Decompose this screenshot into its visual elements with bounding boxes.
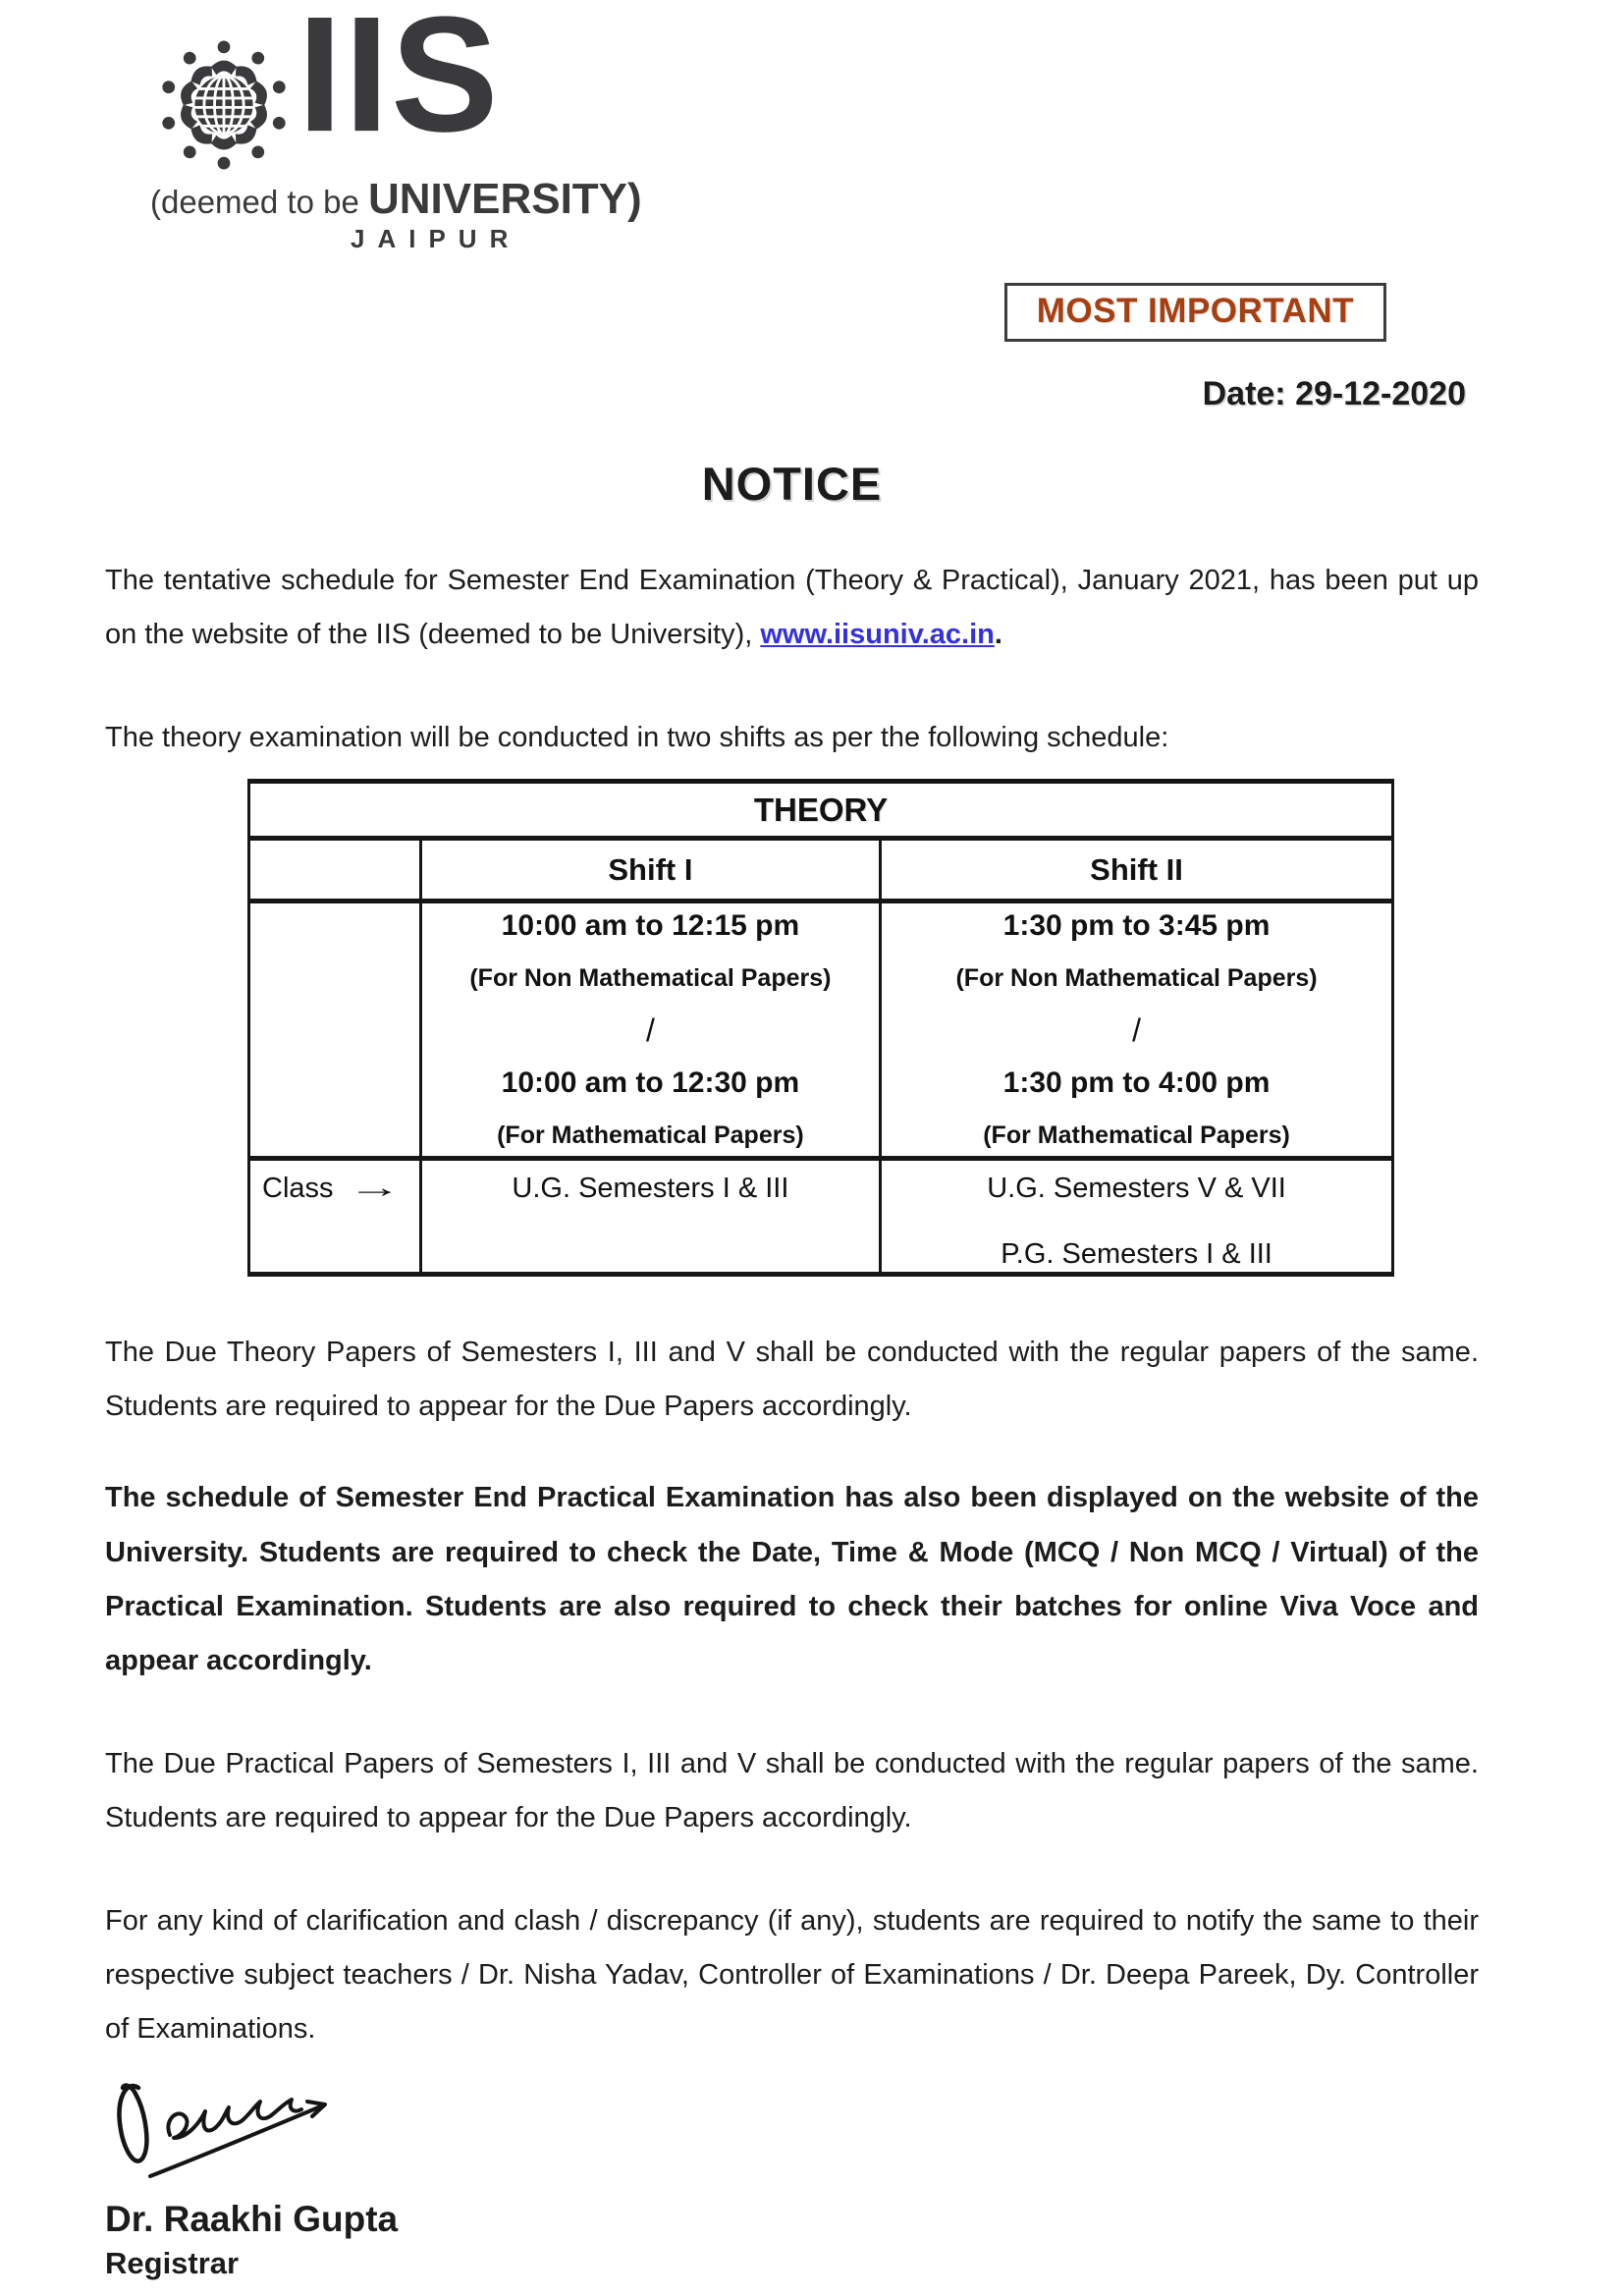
signature-scribble-image [105,2072,370,2188]
empty-header-cell [249,839,421,902]
shift1-non-math-note: (For Non Mathematical Papers) [469,964,832,993]
logo-deemed-prefix: (deemed to be [150,184,368,220]
shift2-slash: / [1132,1012,1141,1049]
shift2-math-note: (For Mathematical Papers) [983,1121,1290,1150]
globe-emblem-icon [154,35,294,175]
due-theory-paragraph: The Due Theory Papers of Semesters I, III and V shall be conducted with the regular papers of the same. Students are required to appear for the Due Papers accordingly. [105,1337,1479,1423]
right-arrow-icon: → [347,1173,402,1205]
banner-row [105,283,1479,342]
shift2-class-cell [881,1159,1393,1275]
page-title: NOTICE [701,458,883,510]
table-times-row [249,902,1393,1159]
clarification-paragraph: For any kind of clarification and clash / discrepancy (if any), students are required to notify the same to their respective subject teachers / Dr. Nisha Yadav, Controller of Examinations / Dr. Deepa Pareek, Dy. Controller of Examinations. [105,1905,1479,2046]
date-line: Date: 29-12-2020 [1202,375,1466,412]
signatory-designation: Registrar [105,2246,240,2281]
shift2-class-line-1: U.G. Semesters V & VII [987,1173,1286,1205]
website-link[interactable]: www.iisuniv.ac.in [760,619,995,651]
shift2-header-cell: Shift II [881,839,1393,902]
shift2-time-math: 1:30 pm to 4:00 pm [1002,1066,1271,1100]
table-class-row [249,1159,1393,1275]
class-label: Class [262,1173,334,1205]
empty-times-cell [249,902,421,1159]
logo-deemed-line [150,175,642,224]
most-important-badge: MOST IMPORTANT [1004,283,1386,342]
practical-schedule-paragraph: The schedule of Semester End Practical Examination has also been displayed on the website of the University. Students are required to check the Date, Time & Mode (MCQ / Non MCQ / Virtual) of the Practical Examination. Students are also required to check their batches for online Viva Voce and appear accordingly. [105,1482,1479,1676]
intro-text-before-link: The tentative schedule for Semester End Examination (Theory & Practical), January 2021, has been put up on the website of the IIS (deemed to be University), [105,565,1479,651]
shift2-times-cell [881,902,1393,1159]
university-logo [105,0,1479,269]
intro-text-after-link: . [994,619,1002,651]
shift1-times-cell [420,902,880,1159]
shifts-intro-paragraph: The theory examination will be conducted in two shifts as per the following schedule: [105,722,1169,754]
logo-acronym: IIS [298,0,501,166]
shift1-slash: / [645,1012,655,1049]
shift2-class-line-2: P.G. Semesters I & III [1001,1238,1272,1271]
shift1-class-line: U.G. Semesters I & III [512,1173,789,1205]
table-title-row [249,782,1393,839]
due-practical-paragraph: The Due Practical Papers of Semesters I, III and V shall be conducted with the regular papers of the same. Students are required to appear for the Due Papers accordingly. [105,1747,1479,1833]
logo-university-word: UNIVERSITY) [367,175,642,223]
signature-block [105,2072,1479,2281]
shift2-time-non-math: 1:30 pm to 3:45 pm [1002,909,1271,943]
logo-city: JAIPUR [351,224,521,253]
table-header-row [249,839,1393,902]
shift1-time-math: 10:00 am to 12:30 pm [501,1066,800,1100]
theory-schedule-table [247,779,1394,1277]
shift1-class-cell [420,1159,880,1275]
shift1-math-note: (For Mathematical Papers) [497,1121,804,1150]
class-label-cell [249,1159,421,1275]
shift2-non-math-note: (For Non Mathematical Papers) [955,964,1318,993]
signatory-name: Dr. Raakhi Gupta [105,2199,399,2240]
shift1-time-non-math: 10:00 am to 12:15 pm [501,909,800,943]
shift1-header-cell: Shift I [420,839,880,902]
table-title-cell: THEORY [249,782,1393,839]
intro-paragraph [105,554,1479,662]
